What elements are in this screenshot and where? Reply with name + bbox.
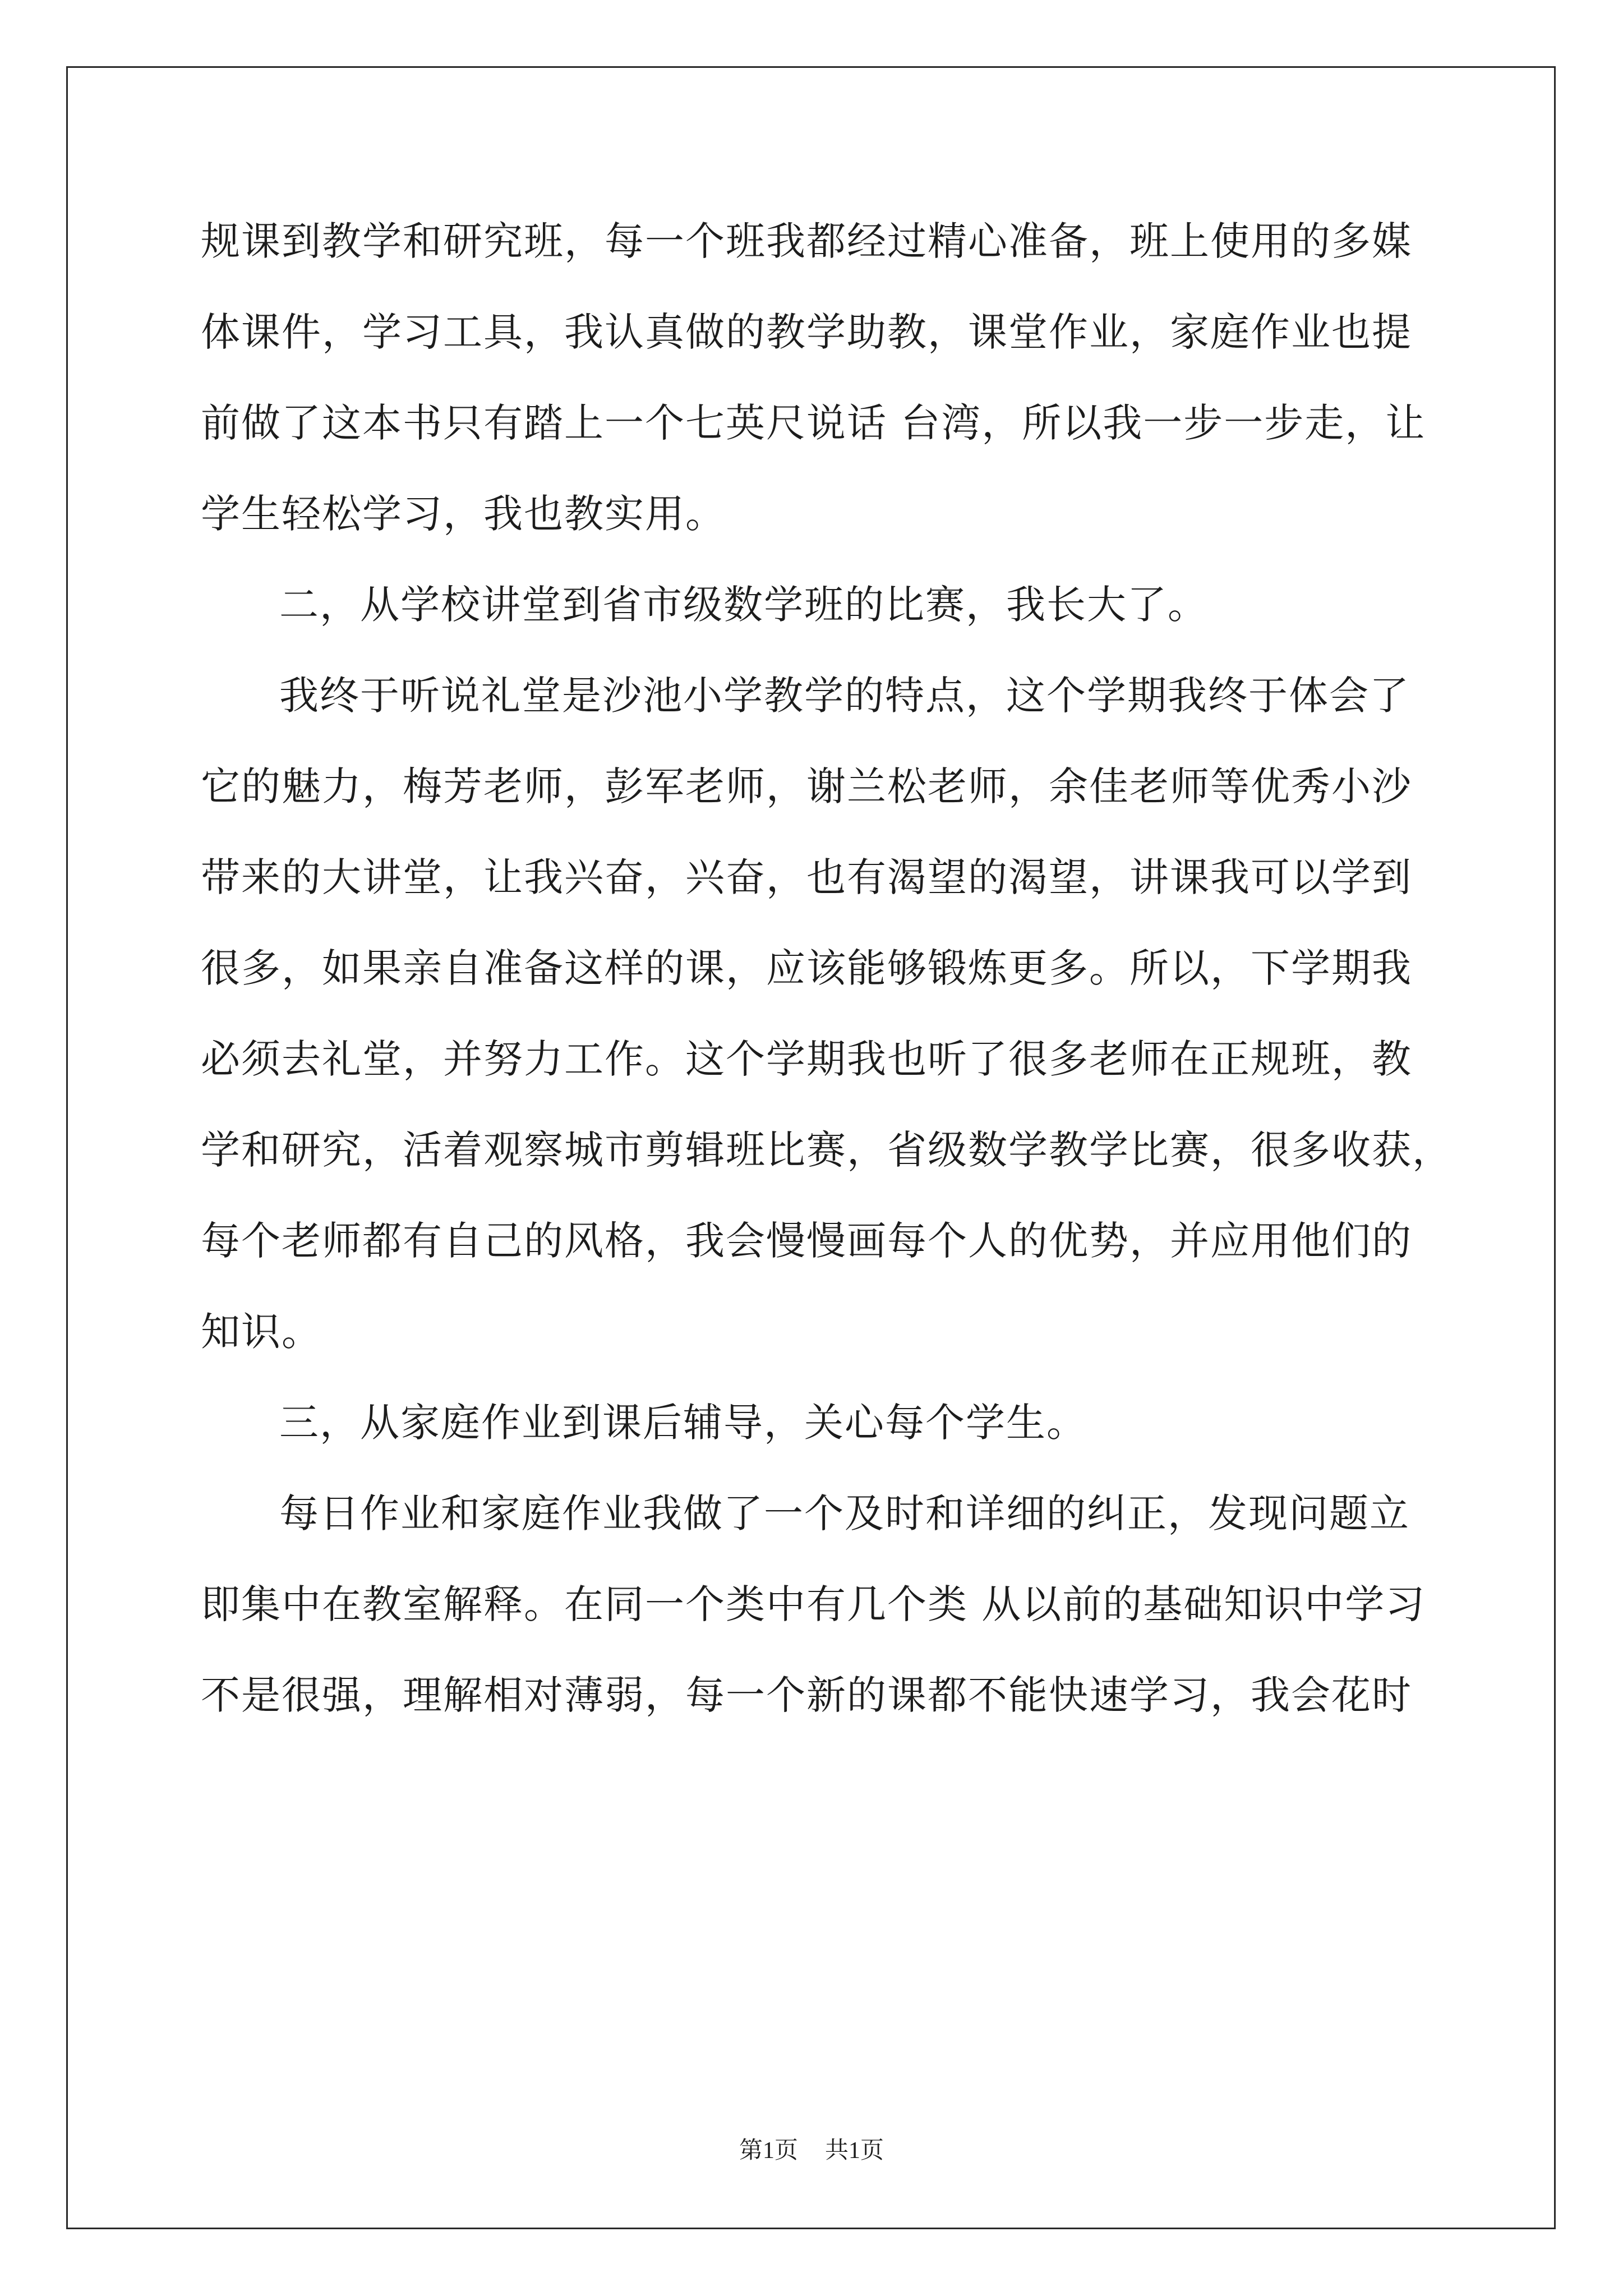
page-total: 共1页 [825, 2138, 884, 2164]
body-line: 不是很强，理解相对薄弱，每一个新的课都不能快速学习，我会花时 [201, 1672, 1412, 1718]
section-heading: 三，从家庭作业到课后辅导，关心每个学生。 [279, 1400, 1087, 1446]
body-line: 知识。 [201, 1309, 322, 1355]
page-number: 第1页 [739, 2138, 798, 2164]
body-line: 每个老师都有自己的风格，我会慢慢画每个人的优势，并应用他们的 [201, 1218, 1412, 1264]
body-line: 学和研究，活着观察城市剪辑班比赛，省级数学教学比赛，很多收获， [201, 1127, 1453, 1173]
section-heading: 二，从学校讲堂到省市级数学班的比赛，我长大了。 [279, 582, 1208, 628]
body-line: 必须去礼堂，并努力工作。这个学期我也听了很多老师在正规班，教 [201, 1036, 1412, 1082]
page-footer [0, 2134, 1623, 2168]
body-line: 体课件，学习工具，我认真做的教学助教，课堂作业，家庭作业也提 [201, 309, 1412, 355]
body-line: 前做了这本书只有踏上一个七英尺说话 台湾，所以我一步一步走，让 [201, 400, 1426, 446]
body-line: 规课到教学和研究班，每一个班我都经过精心准备，班上使用的多媒 [201, 218, 1412, 264]
body-line: 每日作业和家庭作业我做了一个及时和详细的纠正，发现问题立 [279, 1490, 1410, 1536]
body-line: 即集中在教室解释。在同一个类中有几个类 从以前的基础知识中学习 [201, 1581, 1426, 1627]
body-line: 我终于听说礼堂是沙池小学教学的特点，这个学期我终于体会了 [279, 673, 1410, 719]
body-line: 它的魅力，梅芳老师，彭军老师，谢兰松老师，余佳老师等优秀小沙 [201, 763, 1412, 809]
body-line: 学生轻松学习，我也教实用。 [201, 491, 726, 537]
body-line: 带来的大讲堂，让我兴奋，兴奋，也有渴望的渴望，讲课我可以学到 [201, 854, 1412, 900]
body-line: 很多，如果亲自准备这样的课，应该能够锻炼更多。所以，下学期我 [201, 945, 1412, 991]
